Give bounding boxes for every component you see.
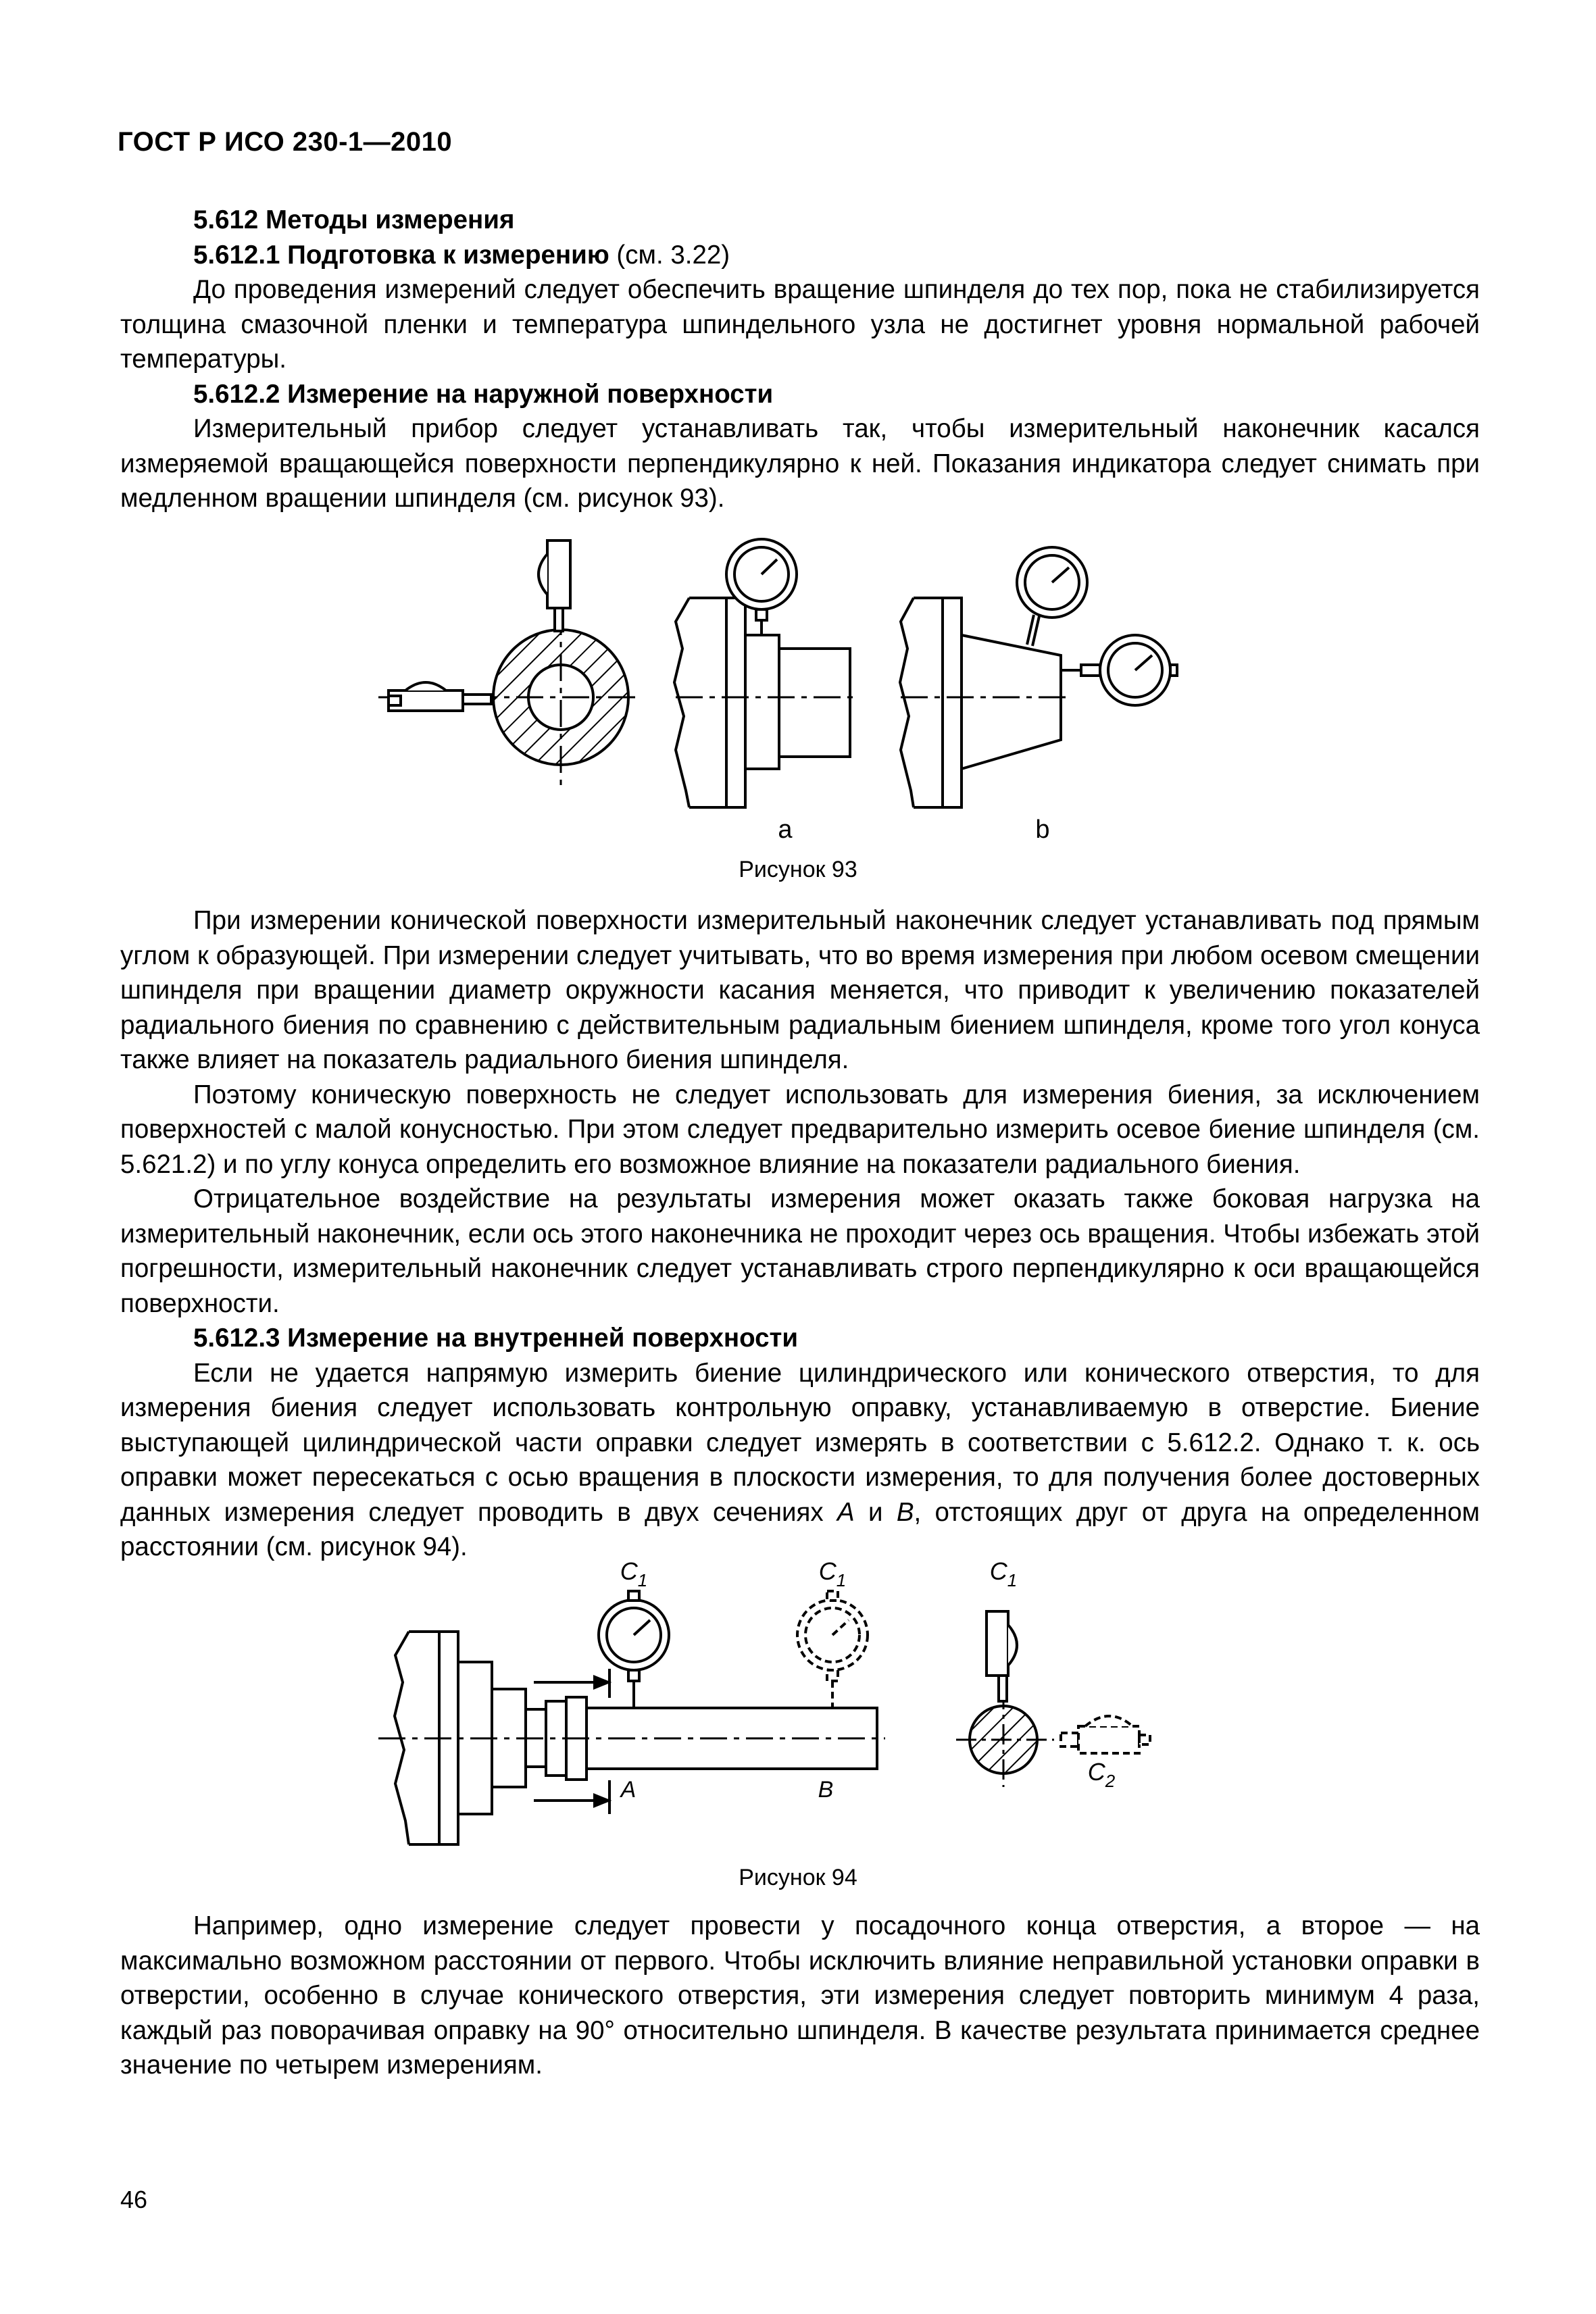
spindle-cylinder-a xyxy=(674,539,858,807)
figure-93-label-a: a xyxy=(778,815,793,844)
label-sub: 1 xyxy=(1007,1570,1018,1590)
section-ref-b: В xyxy=(896,1497,914,1527)
figure-93 xyxy=(0,520,1596,858)
figure-93-drawing xyxy=(0,520,1596,858)
figure-94-drawing xyxy=(0,1554,1596,1865)
text-block-middle xyxy=(120,903,1480,1565)
section-label-a: A xyxy=(620,1777,637,1803)
section-ref-a: А xyxy=(837,1497,855,1527)
subsection-1-heading: 5.612.1 Подготовка к измерению xyxy=(193,240,609,270)
paragraph: При измерении конической поверхности измерительный наконечник следует устанавливать под прямым углом к образующей. При измерении следует учитывать, что во время измерения при любом осевом смещении шпинделя при вращении диаметр окружности касания меняется, что приводит к увеличению показателей радиального биения по сравнению с действительным радиальным биением шпинделя, кроме того угол конуса также влияет на показатель радиального биения шпинделя. xyxy=(120,906,1480,1074)
figure-93-caption: Рисунок 93 xyxy=(739,857,857,882)
paragraph-part: и xyxy=(854,1497,897,1527)
subsection-title-1 xyxy=(120,238,1480,273)
label-c1-b xyxy=(819,1557,846,1590)
paragraph: Измерительный прибор следует устанавливать так, чтобы измерительный наконечник касался измеряемой вращающейся поверхности перпендикулярно к ней. Показания индикатора следует снимать при медленном вращении шпинделя (см. рисунок 93). xyxy=(120,414,1480,513)
paragraph: До проведения измерений следует обеспечить вращение шпинделя до тех пор, пока не стабилизируется толщина смазочной пленки и температура шпиндельного узла не достигнет уровня нормальной рабочей температуры. xyxy=(120,275,1480,374)
label-c1-a xyxy=(620,1557,647,1590)
figure-94-caption: Рисунок 94 xyxy=(739,1865,857,1890)
label-sub: 2 xyxy=(1105,1771,1116,1791)
subsection-1-ref: (см. 3.22) xyxy=(609,240,730,270)
label-c1-c xyxy=(990,1557,1017,1590)
indicator-top-side xyxy=(539,540,570,631)
label-c: C xyxy=(1087,1758,1105,1786)
label-c2 xyxy=(1088,1758,1116,1791)
section-label-b: B xyxy=(818,1777,834,1803)
figure-93-label-b: b xyxy=(1035,815,1050,844)
spindle-cone-b xyxy=(900,547,1177,807)
section-title: 5.612 Методы измерения xyxy=(193,205,515,234)
label-sub: 1 xyxy=(637,1570,648,1590)
indicator-c1-section-b xyxy=(797,1591,868,1708)
figure-94 xyxy=(0,1554,1596,1865)
document-header: ГОСТ Р ИСО 230-1—2010 xyxy=(118,127,453,157)
paragraph-part: Если не удается напрямую измерить биение цилиндрического или конического отверстия, то для измерения биения следует использовать контрольную оправку, устанавливаемую в отверстие. Биение выступающей цилиндрической части оправки следует измерять в соответствии с 5.612.2. Однако т. к. ось оправки может пересекаться с осью вращения в плоскости измерения, то для получения более достоверных данных измерения следует проводить в двух сечениях xyxy=(120,1358,1480,1527)
label-c: C xyxy=(989,1557,1007,1585)
paragraph xyxy=(120,1356,1480,1565)
paragraph: Поэтому коническую поверхность не следует использовать для измерения биения, за исключением поверхностей с малой конусностью. При этом следует предварительно измерить осевое биение шпинделя (см. 5.621.2) и по углу конуса определить его возможное влияние на показатели радиального биения. xyxy=(120,1080,1480,1179)
label-sub: 1 xyxy=(836,1570,847,1590)
page-number: 46 xyxy=(120,2186,148,2213)
label-c: C xyxy=(620,1557,638,1585)
subsection-title-2: 5.612.2 Измерение на наружной поверхности xyxy=(193,379,774,409)
indicator-left-side xyxy=(389,682,491,711)
label-c: C xyxy=(818,1557,837,1585)
subsection-title-3: 5.612.3 Измерение на внутренней поверхности xyxy=(193,1324,799,1353)
text-block-bottom xyxy=(120,1909,1480,2083)
indicator-c2 xyxy=(1061,1716,1150,1753)
paragraph: Отрицательное воздействие на результаты измерения может оказать также боковая нагрузка на измерительный наконечник, если ось этого наконечника не проходит через ось вращения. Чтобы избежать этой погрешности, измерительный наконечник следует устанавливать строго перпендикулярно к оси вращающейся поверхности. xyxy=(120,1184,1480,1318)
text-block-top xyxy=(120,203,1480,516)
mandrel-cross-section xyxy=(956,1611,1054,1787)
paragraph: Например, одно измерение следует провести у посадочного конца отверстия, а второе — на максимально возможном расстоянии от первого. Чтобы исключить влияние неправильной установки оправки в отверстии, особенно в случае конического отверстия, эти измерения следует повторить минимум 4 раза, каждый раз поворачивая оправку на 90° относительно шпинделя. В качестве результата принимается среднее значение по четырем измерениям. xyxy=(120,1911,1480,2080)
paragraph-part: , отстоящих друг от друга на определенном расстоянии (см. рисунок 94). xyxy=(120,1497,1480,1561)
